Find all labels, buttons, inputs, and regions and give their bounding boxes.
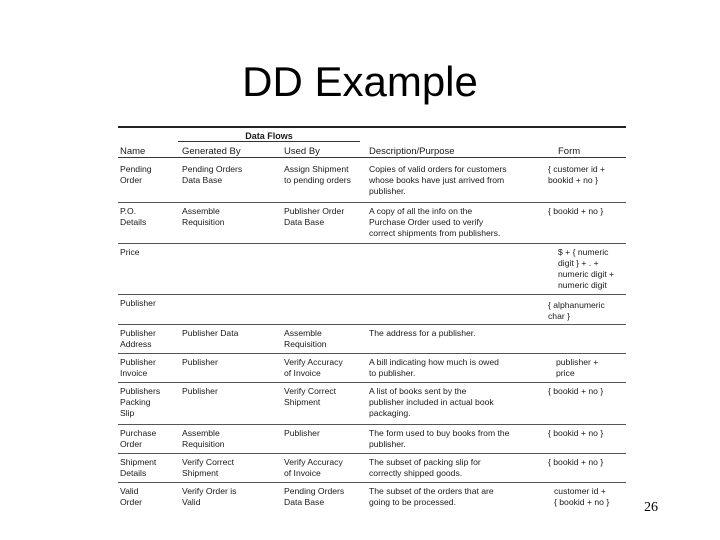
cell-form: { bookid + no }	[548, 206, 604, 216]
table-row	[118, 486, 628, 526]
cell-form: { alphanumeric char }	[548, 300, 605, 321]
cell-used-by: Verify Accuracy of Invoice	[284, 357, 343, 378]
cell-used-by: Verify Accuracy of Invoice	[284, 457, 343, 478]
row-divider	[118, 353, 626, 354]
cell-description: Copies of valid orders for customers whose books have just arrived from publisher.	[369, 164, 507, 196]
cell-generated-by: Verify Correct Shipment	[182, 457, 235, 478]
cell-generated-by: Verify Order is Valid	[182, 486, 237, 507]
cell-name: Price	[120, 247, 140, 257]
cell-name: Publisher Address	[120, 328, 156, 349]
cell-form: publisher + price	[556, 357, 599, 378]
row-divider	[118, 453, 626, 454]
cell-name: Shipment Details	[120, 457, 157, 478]
cell-used-by: Assign Shipment to pending orders	[284, 164, 351, 185]
table-row	[118, 206, 628, 246]
column-header-used-by: Used By	[284, 146, 320, 157]
cell-form: { bookid + no }	[548, 428, 604, 438]
cell-description: The form used to buy books from the publisher.	[369, 428, 510, 449]
table-row	[118, 386, 628, 426]
cell-generated-by: Publisher	[182, 386, 218, 396]
column-header-description: Description/Purpose	[369, 146, 455, 157]
table-row	[118, 247, 628, 290]
cell-form: { bookid + no }	[548, 457, 604, 467]
cell-used-by: Assemble Requisition	[284, 328, 327, 349]
row-divider	[118, 424, 626, 425]
cell-name: Publisher Invoice	[120, 357, 156, 378]
cell-generated-by: Publisher Data	[182, 328, 239, 338]
cell-name: Valid Order	[120, 486, 142, 507]
column-header-name: Name	[120, 146, 146, 157]
cell-description: The subset of the orders that are going to be processed.	[369, 486, 494, 507]
cell-name: Purchase Order	[120, 428, 157, 449]
group-header-data-flows: Data Flows	[245, 131, 293, 141]
row-divider	[118, 202, 626, 203]
page-number: 26	[644, 500, 658, 515]
table-top-rule	[118, 126, 626, 128]
column-header-generated-by: Generated By	[182, 146, 241, 157]
cell-description: A copy of all the info on the Purchase Order used to verify correct shipments from publishers.	[369, 206, 501, 238]
data-dictionary-table	[118, 126, 628, 518]
cell-form: { bookid + no }	[548, 386, 604, 396]
cell-name: Publisher	[120, 298, 156, 308]
cell-used-by: Pending Orders Data Base	[284, 486, 345, 507]
cell-used-by: Publisher	[284, 428, 320, 438]
row-divider	[118, 294, 626, 295]
group-header-rule	[178, 141, 360, 142]
cell-description: A list of books sent by the publisher included in actual book packaging.	[369, 386, 494, 418]
cell-used-by: Verify Correct Shipment	[284, 386, 337, 407]
cell-form: customer id + { bookid + no }	[554, 486, 610, 507]
cell-description: A bill indicating how much is owed to publisher.	[369, 357, 499, 378]
cell-generated-by: Assemble Requisition	[182, 206, 225, 227]
cell-description: The subset of packing slip for correctly shipped goods.	[369, 457, 481, 478]
cell-generated-by: Publisher	[182, 357, 218, 367]
cell-form: { customer id + bookid + no }	[548, 164, 606, 185]
table-row	[118, 164, 628, 204]
cell-name: Pending Order	[120, 164, 152, 185]
cell-used-by: Publisher Order Data Base	[284, 206, 345, 227]
cell-generated-by: Pending Orders Data Base	[182, 164, 243, 185]
row-divider	[118, 482, 626, 483]
row-divider	[118, 382, 626, 383]
cell-description: The address for a publisher.	[369, 328, 476, 338]
slide-title: DD Example	[242, 58, 478, 105]
cell-generated-by: Assemble Requisition	[182, 428, 225, 449]
cell-name: P.O. Details	[120, 206, 147, 227]
cell-name: Publishers Packing Slip	[120, 386, 161, 418]
column-header-form: Form	[558, 146, 581, 157]
cell-form: $ + { numeric digit } + . + numeric digit + numeric digit	[558, 247, 615, 290]
row-divider	[118, 324, 626, 325]
header-rule	[118, 157, 626, 158]
row-divider	[118, 243, 626, 244]
